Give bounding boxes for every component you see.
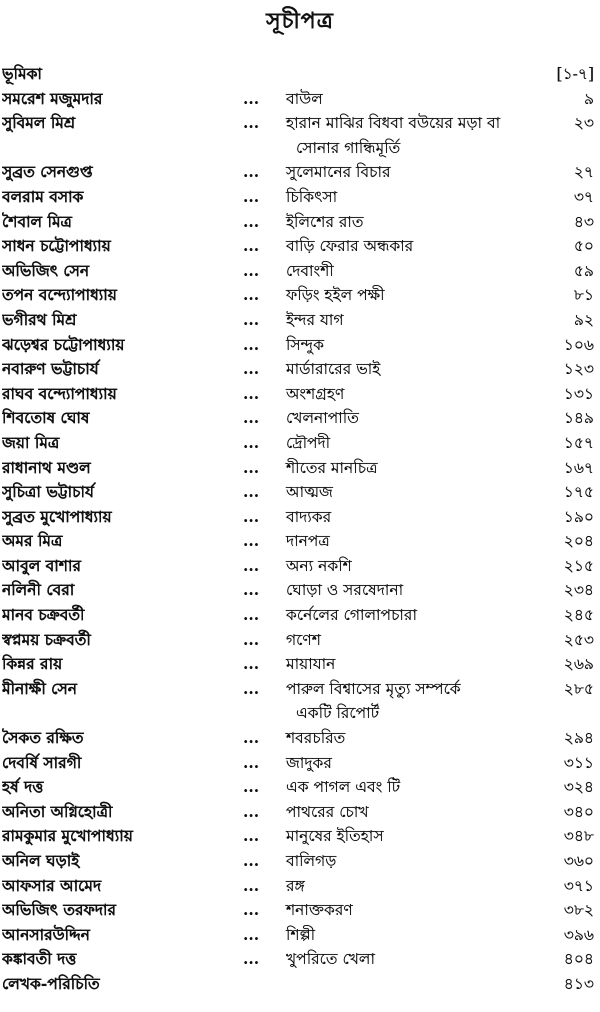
toc-row xyxy=(0,603,600,628)
toc-row xyxy=(0,259,600,284)
page-number: ১২৩ xyxy=(563,360,594,379)
story-title-line: পারুল বিশ্বাসের মৃত্যু সম্পর্কে xyxy=(286,679,461,698)
story-title-line: আত্মজ xyxy=(286,483,333,502)
leader-dots: ... xyxy=(243,752,260,772)
story-title xyxy=(286,333,536,358)
toc-row xyxy=(0,87,600,112)
page-number: ৩১১ xyxy=(563,753,594,772)
story-title-line: মায়াযান xyxy=(286,655,336,674)
story-title xyxy=(286,357,536,382)
leader-dots: ... xyxy=(243,949,260,969)
story-title xyxy=(286,456,536,481)
story-title-line: বালিগড় xyxy=(286,852,337,870)
story-title xyxy=(286,726,536,751)
leader-dots: ... xyxy=(243,678,260,698)
story-title-line: চিকিৎসা xyxy=(286,187,338,206)
page-number: ৪০৪ xyxy=(563,950,594,969)
story-title xyxy=(286,677,536,726)
leader-dots: ... xyxy=(243,924,260,944)
toc-row xyxy=(0,308,600,333)
leader-dots: ... xyxy=(243,408,260,428)
toc-row xyxy=(0,898,600,923)
toc-row xyxy=(0,677,600,726)
author-name: ঝড়েশ্বর চট্টোপাধ্যায় xyxy=(2,334,125,354)
leader-dots: ... xyxy=(243,236,260,256)
page-number: ২৩৪ xyxy=(563,581,594,600)
leader-dots: ... xyxy=(243,777,260,797)
story-title xyxy=(286,308,536,333)
story-title-line: কর্নেলের গোলাপচারা xyxy=(286,606,417,625)
author-name: লেখক-পরিচিতি xyxy=(2,973,100,993)
toc-row xyxy=(0,382,600,407)
story-title xyxy=(286,406,536,431)
story-title xyxy=(286,578,536,603)
leader-dots: ... xyxy=(243,359,260,379)
toc-row xyxy=(0,505,600,530)
toc-row xyxy=(0,62,600,87)
author-name: সমরেশ মজুমদার xyxy=(2,88,103,108)
leader-dots: ... xyxy=(243,88,260,108)
author-name: মানব চক্রবর্তী xyxy=(2,605,85,625)
toc-row xyxy=(0,726,600,751)
story-title-line: পাথরের চোখ xyxy=(286,802,369,821)
leader-dots: ... xyxy=(243,900,260,920)
leader-dots: ... xyxy=(243,728,260,748)
toc-row xyxy=(0,578,600,603)
author-name: আফসার আমেদ xyxy=(2,875,102,895)
page-number: ২৬৯ xyxy=(563,655,594,674)
author-name: অনিতা অগ্নিহোত্রী xyxy=(2,801,113,821)
author-name: জয়া মিত্র xyxy=(2,432,60,452)
story-title xyxy=(286,382,536,407)
story-title-line: বাড়ি ফেরার অন্ধকার xyxy=(286,237,414,256)
story-title-line: হারান মাঝির বিধবা বউয়ের মড়া বা xyxy=(286,114,501,133)
story-title xyxy=(286,628,536,653)
story-title-line: বাদ্যকর xyxy=(286,507,332,526)
toc-row xyxy=(0,210,600,235)
leader-dots: ... xyxy=(243,875,260,895)
toc-row xyxy=(0,628,600,653)
toc-row xyxy=(0,775,600,800)
toc-row xyxy=(0,406,600,431)
story-title-line: মার্ডারারের ভাই xyxy=(286,360,381,379)
story-title-line: ঘোড়া ও সরষেদানা xyxy=(286,581,404,600)
story-title xyxy=(286,849,536,874)
page-number: ৩৪০ xyxy=(563,802,594,821)
leader-dots: ... xyxy=(243,605,260,625)
toc-row xyxy=(0,800,600,825)
toc-row xyxy=(0,751,600,776)
author-name: রাঘব বন্দ্যোপাধ্যায় xyxy=(2,383,117,403)
leader-dots: ... xyxy=(243,260,260,280)
page-number: ৩২৪ xyxy=(563,778,594,797)
story-title xyxy=(286,751,536,776)
story-title xyxy=(286,431,536,456)
author-name: শৈবাল মিত্র xyxy=(2,211,72,231)
toc-row xyxy=(0,480,600,505)
author-name: অভিজিৎ সেন xyxy=(2,260,90,280)
toc-row xyxy=(0,456,600,481)
toc-row xyxy=(0,947,600,972)
leader-dots: ... xyxy=(243,654,260,674)
story-title xyxy=(286,259,536,284)
leader-dots: ... xyxy=(243,211,260,231)
page-number: ২৫৩ xyxy=(563,630,594,649)
page-number: ১৪৯ xyxy=(563,409,594,428)
page-number: ১৫৭ xyxy=(563,433,594,452)
story-title xyxy=(286,210,536,235)
page-number: ১৯০ xyxy=(563,507,594,526)
author-name: বলরাম বসাক xyxy=(2,186,84,206)
story-title-line: গণেশ xyxy=(286,630,321,649)
toc-row xyxy=(0,357,600,382)
leader-dots: ... xyxy=(243,432,260,452)
toc-row xyxy=(0,111,600,160)
page-number: ১৩১ xyxy=(563,384,594,403)
story-title xyxy=(286,947,536,972)
toc-row xyxy=(0,431,600,456)
leader-dots: ... xyxy=(243,162,260,182)
story-title xyxy=(286,505,536,530)
page-number: [১-৭] xyxy=(556,65,594,83)
story-title-line: রঙ্গ xyxy=(286,876,305,895)
toc-row xyxy=(0,874,600,899)
story-title-line: বাউল xyxy=(286,89,323,108)
page-number: ৩৯৬ xyxy=(563,925,594,944)
author-name: রামকুমার মুখোপাধ্যায় xyxy=(2,826,133,846)
leader-dots: ... xyxy=(243,309,260,329)
author-name: অভিজিৎ তরফদার xyxy=(2,900,117,920)
story-title-continuation: সোনার গান্ধিমূর্তি xyxy=(296,138,401,157)
page-number: ৩৮২ xyxy=(563,901,594,920)
author-name: হর্ষ দত্ত xyxy=(2,777,44,797)
story-title xyxy=(286,87,536,112)
author-name: সুবিমল মিশ্র xyxy=(2,113,76,133)
author-name: সুচিত্রা ভট্টাচার্য xyxy=(2,482,94,502)
author-name: ভূমিকা xyxy=(2,64,42,83)
toc-row xyxy=(0,849,600,874)
story-title xyxy=(286,923,536,948)
toc-row xyxy=(0,652,600,677)
leader-dots: ... xyxy=(243,285,260,305)
page-number: ১৬৭ xyxy=(563,458,594,477)
story-title-line: শিল্পী xyxy=(286,925,316,944)
story-title-line: সিন্দুক xyxy=(286,335,324,354)
author-name: নলিনী বেরা xyxy=(2,580,75,600)
toc-row xyxy=(0,234,600,259)
author-name: কিন্নর রায় xyxy=(2,654,63,674)
story-title xyxy=(286,111,536,160)
toc-row xyxy=(0,824,600,849)
page-number: ২১৫ xyxy=(563,556,594,575)
story-title xyxy=(286,800,536,825)
toc-row xyxy=(0,923,600,948)
page-number: ৩৭ xyxy=(573,187,594,206)
page-number: ৩৬০ xyxy=(563,852,594,870)
story-title-line: অংশগ্রহণ xyxy=(286,384,345,403)
story-title-line: দানপত্র xyxy=(286,532,330,551)
leader-dots: ... xyxy=(243,826,260,846)
page-number: ৩৪৮ xyxy=(563,827,594,846)
page-number: ২৮৫ xyxy=(563,679,594,698)
story-title-line: খুপরিতে খেলা xyxy=(286,950,375,969)
leader-dots: ... xyxy=(243,186,260,206)
page-number: ৯২ xyxy=(573,310,594,329)
page-number: ৫০ xyxy=(573,237,594,256)
story-title xyxy=(286,554,536,579)
leader-dots: ... xyxy=(243,482,260,502)
author-name: দেবর্ষি সারগী xyxy=(2,752,82,772)
story-title-line: মানুষের ইতিহাস xyxy=(286,827,384,846)
author-name: সৈকত রক্ষিত xyxy=(2,728,84,748)
story-title-line: খেলনাপাতি xyxy=(286,409,359,428)
toc-row xyxy=(0,160,600,185)
author-name: কঙ্কাবতী দত্ত xyxy=(2,949,77,969)
page-number: ৪৩ xyxy=(573,212,594,231)
leader-dots: ... xyxy=(243,334,260,354)
toc-row xyxy=(0,185,600,210)
leader-dots: ... xyxy=(243,555,260,575)
page-title: সূচীপত্র xyxy=(266,8,334,34)
toc-row xyxy=(0,333,600,358)
page-number: ২৩ xyxy=(573,114,594,133)
toc-row xyxy=(0,529,600,554)
page-number: ২৭ xyxy=(573,163,594,182)
author-name: শিবতোষ ঘোষ xyxy=(2,408,90,428)
leader-dots: ... xyxy=(243,506,260,526)
leader-dots: ... xyxy=(243,851,260,870)
toc-row xyxy=(0,554,600,579)
page-number: ৯ xyxy=(583,89,594,108)
leader-dots: ... xyxy=(243,113,260,133)
author-name: অমর মিত্র xyxy=(2,531,63,551)
page-number: ২৯৪ xyxy=(563,729,594,748)
story-title-line: ইলিশের রাত xyxy=(286,212,364,231)
page-number: ১৭৫ xyxy=(563,483,594,502)
author-name: সুব্রত সেনগুপ্ত xyxy=(2,162,93,182)
leader-dots: ... xyxy=(243,580,260,600)
author-name: ভগীরথ মিশ্র xyxy=(2,309,77,329)
page-number: ৩৭১ xyxy=(563,876,594,895)
story-title xyxy=(286,603,536,628)
page-number: ৫৯ xyxy=(573,261,594,280)
story-title-line: দেবাংশী xyxy=(286,261,334,280)
story-title xyxy=(286,874,536,899)
author-name: তপন বন্দ্যোপাধ্যায় xyxy=(2,285,117,305)
author-name: স্বপ্নময় চক্রবর্তী xyxy=(2,629,91,649)
story-title xyxy=(286,824,536,849)
story-title-line: অন্য নকশি xyxy=(286,556,352,575)
story-title-line: এক পাগল এবং টি xyxy=(286,778,401,797)
page-number: ১০৬ xyxy=(563,335,594,354)
story-title xyxy=(286,898,536,923)
story-title-continuation: একটি রিপোর্ট xyxy=(296,704,380,723)
toc-row xyxy=(0,283,600,308)
page-number: ২৪৫ xyxy=(563,606,594,625)
leader-dots: ... xyxy=(243,629,260,649)
story-title-line: জাদুকর xyxy=(286,753,332,772)
author-name: সুব্রত মুখোপাধ্যায় xyxy=(2,506,112,526)
story-title xyxy=(286,652,536,677)
author-name: আবুল বাশার xyxy=(2,555,81,575)
table-of-contents xyxy=(0,62,600,997)
story-title-line: শনাক্তকরণ xyxy=(286,901,353,920)
leader-dots: ... xyxy=(243,531,260,551)
page-number: ২০৪ xyxy=(563,532,594,551)
story-title xyxy=(286,775,536,800)
author-name: সাধন চট্টোপাধ্যায় xyxy=(2,236,111,256)
story-title-line: দ্রৌপদী xyxy=(286,433,331,452)
author-name: মীনাক্ষী সেন xyxy=(2,678,77,698)
author-name: নবারুণ ভট্টাচার্য xyxy=(2,359,99,379)
story-title-line: ফড়িং হইল পক্ষী xyxy=(286,286,385,305)
author-name: আনসারউদ্দিন xyxy=(2,924,90,944)
story-title-line: সুলেমানের বিচার xyxy=(286,163,391,182)
story-title-line: শীতের মানচিত্র xyxy=(286,458,378,477)
story-title-line: ইন্দর যাগ xyxy=(286,310,344,329)
story-title xyxy=(286,480,536,505)
leader-dots: ... xyxy=(243,457,260,477)
leader-dots: ... xyxy=(243,801,260,821)
story-title xyxy=(286,234,536,259)
story-title xyxy=(286,185,536,210)
toc-row xyxy=(0,972,600,997)
page-number: ৮১ xyxy=(573,286,594,305)
story-title xyxy=(286,160,536,185)
page-number: ৪১৩ xyxy=(563,974,594,993)
story-title xyxy=(286,283,536,308)
story-title-line: শবরচরিত xyxy=(286,729,346,748)
story-title xyxy=(286,529,536,554)
author-name: অনিল ঘড়াই xyxy=(2,851,80,870)
leader-dots: ... xyxy=(243,383,260,403)
author-name: রাধানাথ মণ্ডল xyxy=(2,457,91,477)
